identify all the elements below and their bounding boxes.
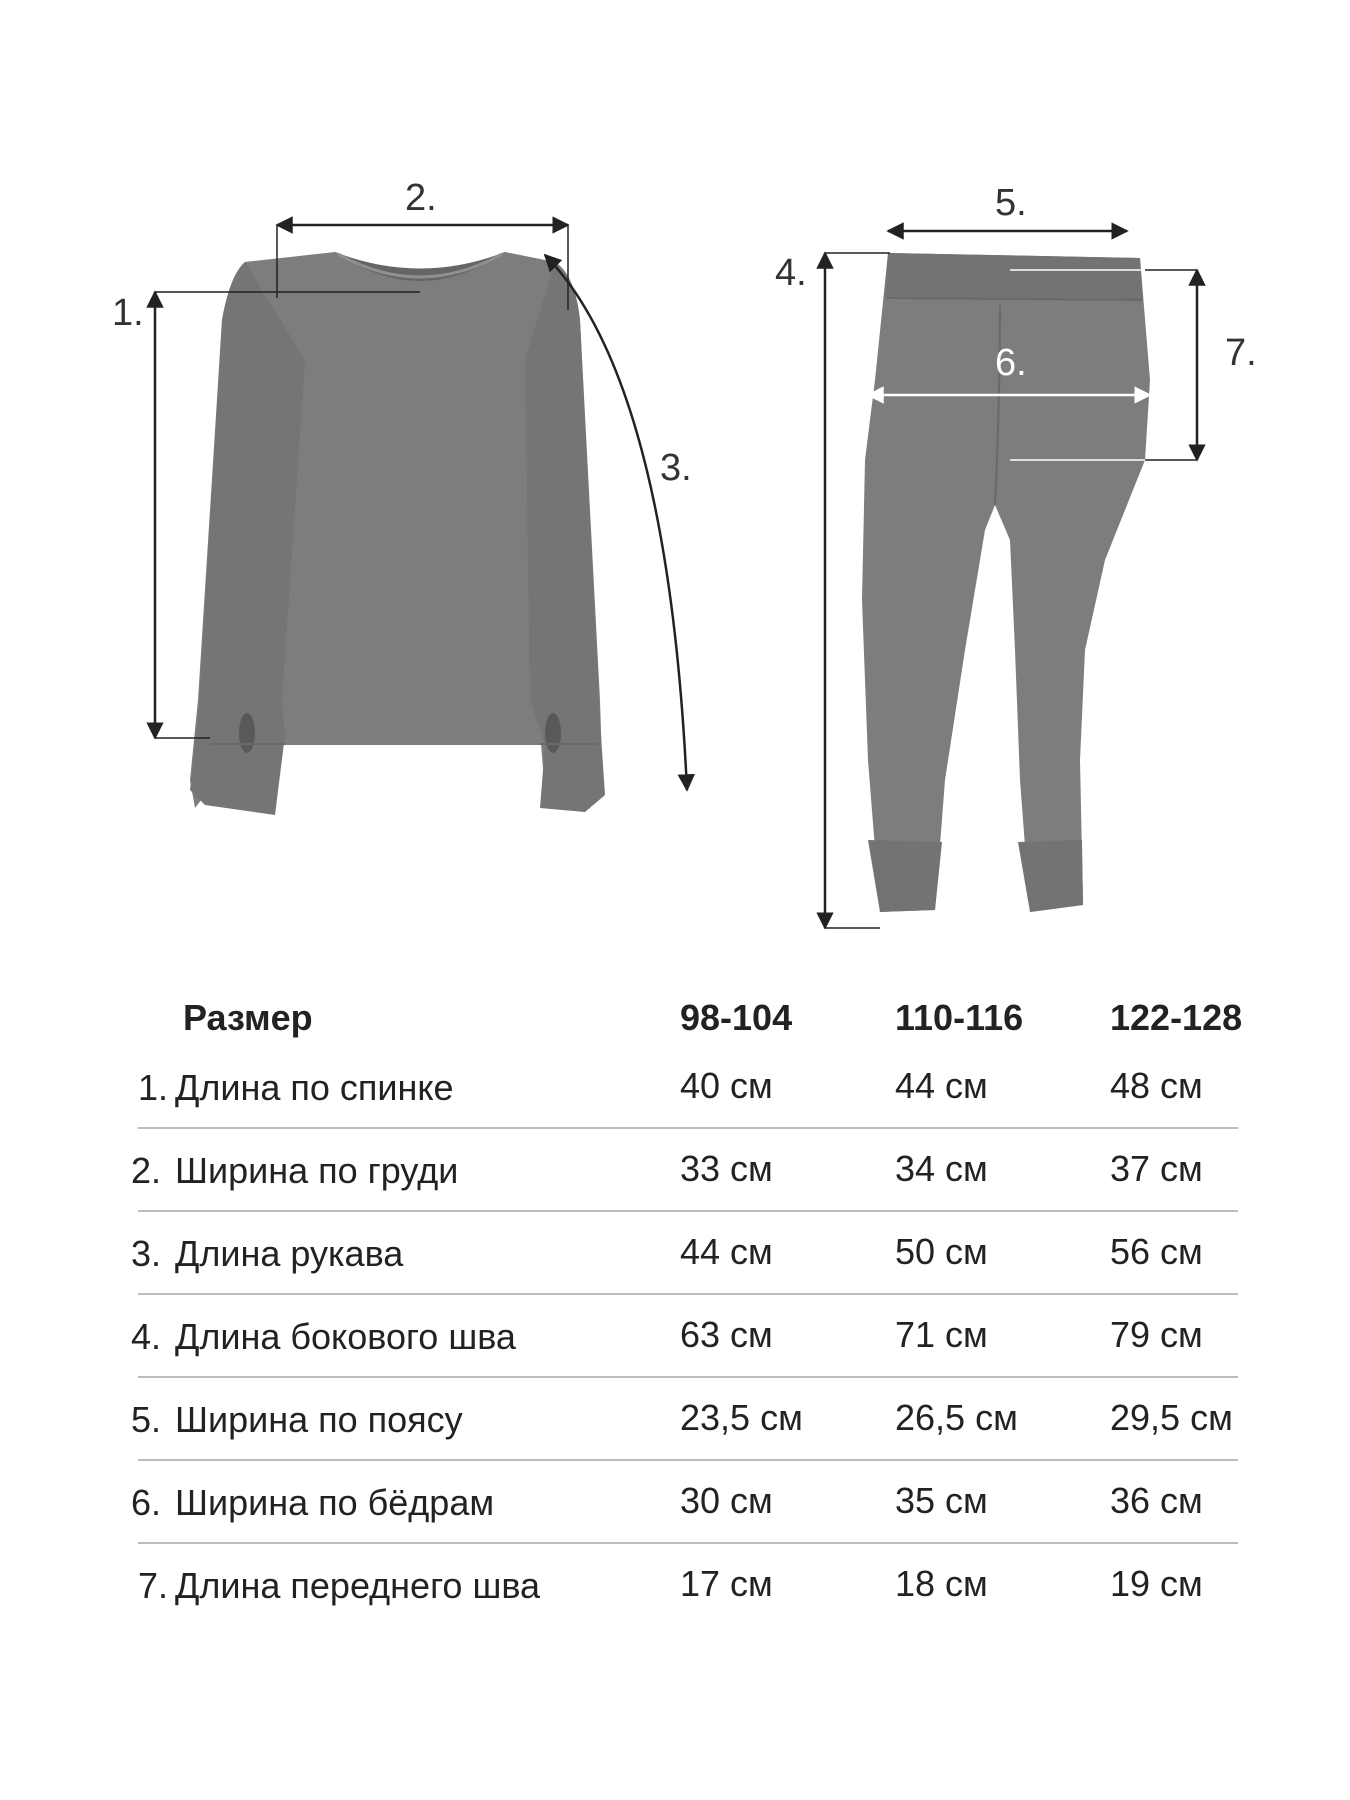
row-divider — [138, 1293, 1238, 1295]
row-7-value-3: 19 см — [1110, 1563, 1203, 1604]
row-5-value-2: 26,5 см — [895, 1397, 1018, 1438]
row-6-value-1: 30 см — [680, 1480, 773, 1521]
row-divider — [138, 1127, 1238, 1129]
row-3-value-2: 50 см — [895, 1231, 988, 1272]
row-1-value-1: 40 см — [680, 1065, 773, 1106]
row-4-value-2: 71 см — [895, 1314, 988, 1355]
leggings-left-cuff — [868, 840, 942, 912]
row-3-name: Длина рукава — [175, 1233, 404, 1274]
row-1-value-2: 44 см — [895, 1065, 988, 1106]
row-5-value-1: 23,5 см — [680, 1397, 803, 1438]
dim-label-6: 6. — [995, 342, 1027, 384]
row-4-number: 4. — [131, 1316, 162, 1357]
dim-label-1: 1. — [112, 292, 144, 334]
row-6-name: Ширина по бёдрам — [175, 1482, 495, 1523]
header-size-label: Размер — [183, 997, 313, 1038]
row-7-name: Длина переднего шва — [175, 1565, 541, 1606]
leggings-waistband — [885, 253, 1143, 300]
dim-label-2: 2. — [405, 177, 437, 219]
thumb-hole-right — [545, 713, 561, 753]
row-6-value-3: 36 см — [1110, 1480, 1203, 1521]
row-divider — [138, 1459, 1238, 1461]
row-5-value-3: 29,5 см — [1110, 1397, 1233, 1438]
header-size-122-128: 122-128 — [1110, 997, 1243, 1038]
row-divider — [138, 1542, 1238, 1544]
header-size-110-116: 110-116 — [895, 997, 1024, 1038]
row-5-number: 5. — [131, 1399, 162, 1440]
row-4-name: Длина бокового шва — [175, 1316, 516, 1357]
row-3-number: 3. — [131, 1233, 162, 1274]
row-2-value-3: 37 см — [1110, 1148, 1203, 1189]
row-divider — [138, 1376, 1238, 1378]
dim-label-5: 5. — [995, 182, 1027, 224]
dim-label-4: 4. — [775, 252, 807, 294]
header-size-98-104: 98-104 — [680, 997, 793, 1038]
row-2-value-2: 34 см — [895, 1148, 988, 1189]
row-1-name: Длина по спинке — [175, 1067, 454, 1108]
row-2-number: 2. — [131, 1150, 162, 1191]
row-4-value-3: 79 см — [1110, 1314, 1203, 1355]
row-3-value-1: 44 см — [680, 1231, 773, 1272]
leggings-right-cuff — [1018, 840, 1083, 912]
row-7-number: 7. — [138, 1565, 169, 1606]
row-2-name: Ширина по груди — [175, 1150, 459, 1191]
thumb-hole-left — [239, 713, 255, 753]
row-divider — [138, 1210, 1238, 1212]
row-6-number: 6. — [131, 1482, 162, 1523]
row-5-name: Ширина по поясу — [175, 1399, 463, 1440]
row-4-value-1: 63 см — [680, 1314, 773, 1355]
longsleeve-top — [190, 252, 605, 815]
row-2-value-1: 33 см — [680, 1148, 773, 1189]
row-6-value-2: 35 см — [895, 1480, 988, 1521]
dim-label-7: 7. — [1225, 332, 1257, 374]
dim-label-3: 3. — [660, 447, 692, 489]
row-1-number: 1. — [138, 1067, 169, 1108]
row-7-value-2: 18 см — [895, 1563, 988, 1604]
row-7-value-1: 17 см — [680, 1563, 773, 1604]
row-1-value-3: 48 см — [1110, 1065, 1203, 1106]
row-3-value-3: 56 см — [1110, 1231, 1203, 1272]
